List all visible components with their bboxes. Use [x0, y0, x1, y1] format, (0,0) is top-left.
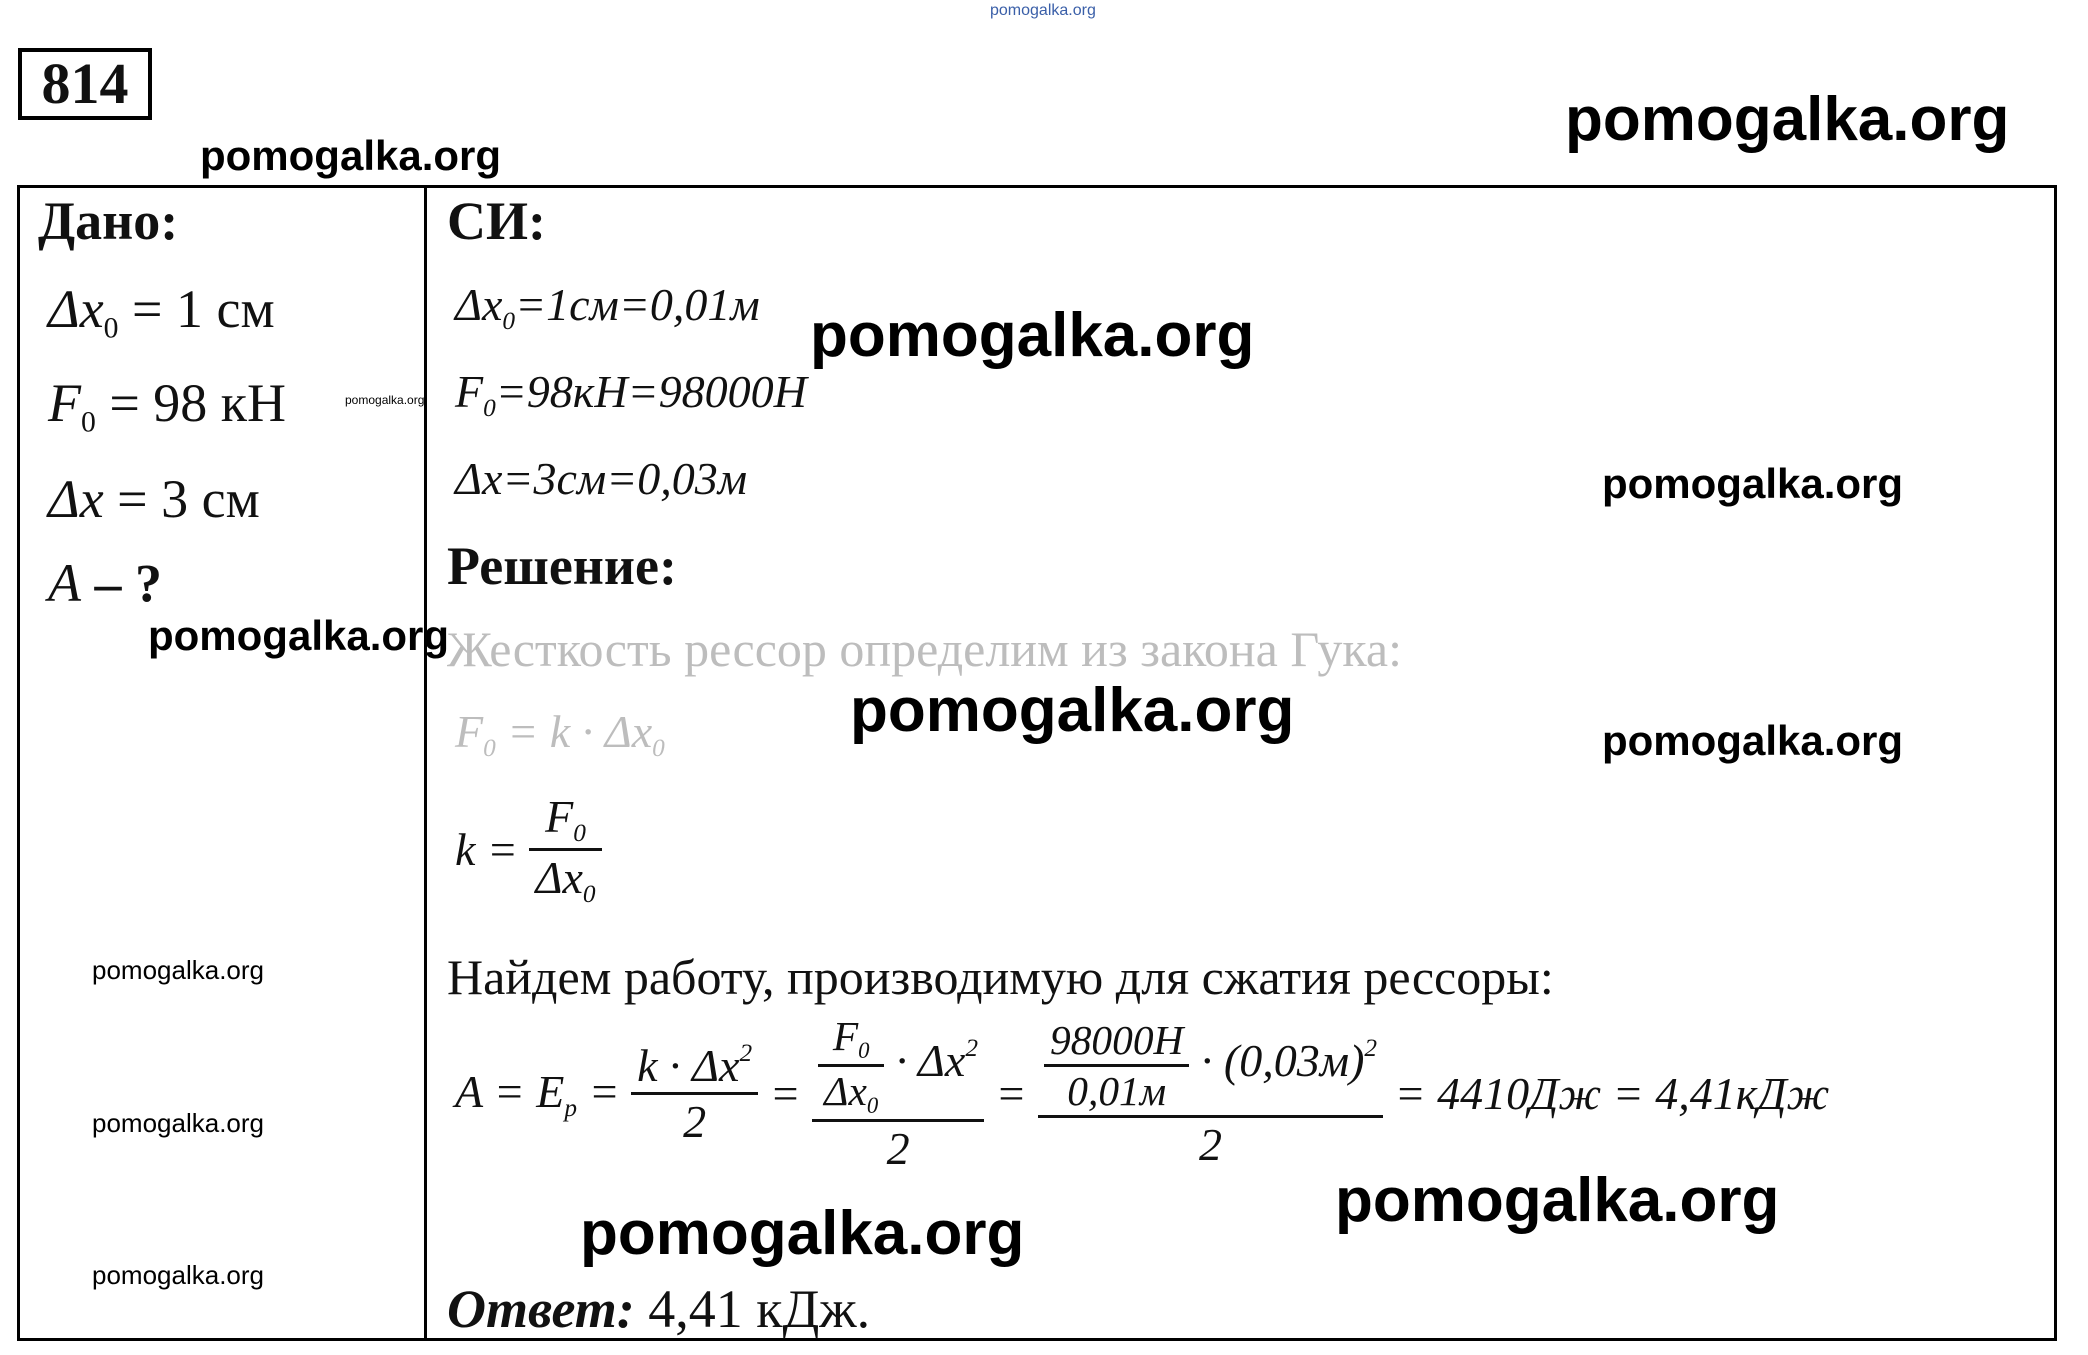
si-F0: $F_0=98кН=98000Н$: [455, 366, 807, 422]
watermark-tiny: pomogalka.org: [345, 393, 425, 407]
given-dx: Δx = 3 см: [48, 469, 260, 529]
si-dx0: $\Delta x_0=1см=0,01м$: [455, 279, 760, 335]
given-F0: $F_0 = 98$ кН: [48, 373, 287, 439]
watermark-bottom-left: pomogalka.org: [580, 1199, 1025, 1268]
watermark-left-1: pomogalka.org: [92, 955, 264, 985]
watermark-left-mid: pomogalka.org: [148, 612, 450, 659]
watermark-bottom-right: pomogalka.org: [1335, 1166, 1780, 1235]
watermark-hooke: pomogalka.org: [850, 676, 1295, 745]
watermark-top-left: pomogalka.org: [200, 132, 502, 179]
column-divider: [424, 185, 427, 1341]
hooke-text: Жесткость рессор определим из закона Гука:: [447, 621, 1402, 677]
si-dx: Δx=3см=0,03м: [455, 453, 748, 504]
answer: Ответ: 4,41 кДж.: [447, 1279, 871, 1339]
k-formula: k = $\frac{F_0}{\Delta x_0}$: [455, 790, 602, 909]
given-unknown: A – ?: [48, 553, 162, 613]
watermark-top-right: pomogalka.org: [1565, 85, 2010, 154]
given-header: Дано:: [38, 191, 179, 251]
watermark-si-1: pomogalka.org: [810, 301, 1255, 370]
si-header: СИ:: [447, 191, 546, 251]
work-formula: $A = E_p$ = $\frac{k \cdot \Delta x^2}{2}$ = $\frac{F_0}{\Delta x_0}$ · $\Delta x^2$ 2 = $\frac{98000Н}{0,01м}$ · $(0,03м)^2$ 2 = 4410Дж = 4,41кДж: [455, 1013, 1830, 1174]
watermark-left-2: pomogalka.org: [92, 1108, 264, 1138]
hooke-formula: $F_0 = k \cdot \Delta x_0$: [455, 706, 665, 762]
watermark-top-small: pomogalka.org: [990, 2, 1096, 19]
watermark-si-right: pomogalka.org: [1602, 460, 1904, 507]
solution-header: Решение:: [447, 536, 677, 596]
given-dx0: $\Delta x_0 = 1$ см: [48, 279, 275, 345]
watermark-left-3: pomogalka.org: [92, 1260, 264, 1290]
watermark-hooke-right: pomogalka.org: [1602, 717, 1904, 764]
problem-number: 814: [18, 48, 152, 120]
work-text: Найдем работу, производимую для сжатия рессоры:: [447, 949, 1554, 1005]
